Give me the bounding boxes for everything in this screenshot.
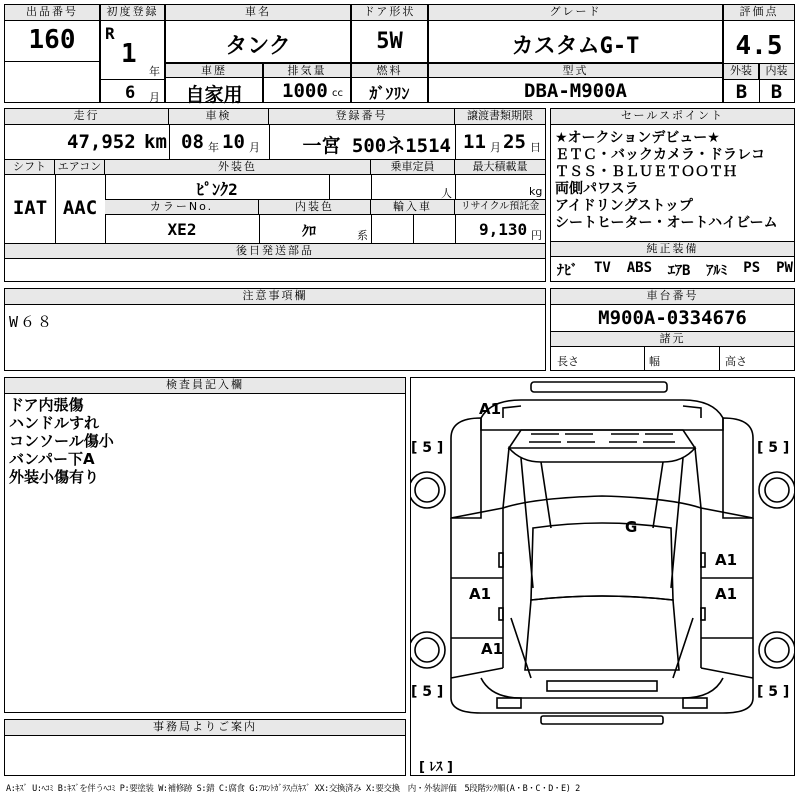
score-label: 評価点 <box>724 5 794 21</box>
fuel-value: ｶﾞｿﾘﾝ <box>369 84 410 103</box>
sales-point-item: ＴＳＳ・ＢＬＵＥＴＯＯＴＨ <box>555 164 737 180</box>
door-type-label: ドア形状 <box>352 5 427 21</box>
lot-number-box <box>4 4 100 103</box>
exterior-grade-label: 外装 <box>724 64 759 80</box>
fuel-label: 燃料 <box>352 64 427 78</box>
capacity-label: 乗車定員 <box>371 160 455 175</box>
sales-point-item: シートヒーター・オートハイビーム <box>555 215 778 231</box>
registration-month-value: 6 <box>125 83 136 103</box>
interior-grade-label: 内装 <box>759 64 794 80</box>
transfer-month-unit: 月 <box>490 141 501 154</box>
transfer-month-value: 11 <box>463 131 486 153</box>
equipment-item: ｱﾙﾐ <box>706 263 728 279</box>
history-label: 車歴 <box>166 64 262 78</box>
fuel-box <box>351 63 428 103</box>
interior-color-label: 内装色 <box>259 200 371 215</box>
inspection-month-unit: 月 <box>249 141 260 154</box>
inspector-note-line: ドア内張傷 <box>9 396 84 414</box>
score-box <box>723 4 795 103</box>
car-name-box <box>165 4 351 63</box>
equipment-item: ｴｱB <box>667 263 691 279</box>
km-unit: km <box>144 131 167 153</box>
sales-point-item: ★オークションデビュー★ <box>555 130 720 146</box>
tire-tread-front-right: [ 5 ] <box>757 440 790 456</box>
damage-mark: A1 <box>479 400 502 418</box>
model-label: 型式 <box>429 64 722 78</box>
transfer-deadline-label: 譲渡書類期限 <box>455 109 545 125</box>
damage-mark: G <box>625 518 638 536</box>
vehicle-details-section <box>4 108 546 282</box>
cc-unit: cc <box>332 88 343 99</box>
equipment-item: PS <box>743 260 761 276</box>
displacement-value: 1000 <box>282 80 328 102</box>
sales-point-item: アイドリングストップ <box>555 198 693 214</box>
office-info-box <box>4 719 406 776</box>
color-number-label: カラーNo. <box>105 200 259 215</box>
color-number-value: XE2 <box>167 220 197 239</box>
interior-grade-value: B <box>770 81 783 103</box>
history-box <box>165 63 263 106</box>
equipment-item: ﾅﾋﾞ <box>557 263 578 279</box>
notes-label: 注意事項欄 <box>5 289 545 305</box>
inspection-year-value: 08 <box>181 131 204 153</box>
grade-label: グレード <box>429 5 722 21</box>
chassis-number-value: M900A-0334676 <box>598 307 747 329</box>
month-unit: 月 <box>149 91 160 104</box>
exterior-color-value: ﾋﾟﾝｸ2 <box>196 180 238 199</box>
notes-box <box>4 288 546 371</box>
inspection-year-unit: 年 <box>208 141 219 154</box>
recycle-label: リサイクル預託金 <box>455 200 545 215</box>
sales-points-list <box>555 130 795 232</box>
transfer-day-unit: 日 <box>530 141 541 154</box>
registration-number-value: 一宮 500ネ1514 <box>302 135 451 157</box>
inspector-notes-list <box>9 396 114 486</box>
damage-mark: A1 <box>715 551 738 569</box>
history-value: 自家用 <box>185 84 243 106</box>
capacity-unit: 人 <box>441 187 452 200</box>
damage-mark: A1 <box>481 640 504 658</box>
equipment-item: TV <box>593 260 611 276</box>
legend-text: A:ｷｽﾞ U:ﾍｺﾐ B:ｷｽﾞを伴うﾍｺﾐ P:要塗装 W:補修跡 S:錆 C:腐食 G:ﾌﾛﾝﾄｶﾞﾗｽ点ｷｽﾞ XX:交換済み X:要交換 内・外装評価 5段階ﾗﾝｸ順(A・B・C・D・E) 2 <box>6 784 580 794</box>
spare-tire: [ ﾚｽ ] <box>419 760 453 775</box>
exterior-color-label: 外装色 <box>105 160 371 175</box>
shift-value: IAT <box>12 197 48 219</box>
length-label: 長さ <box>557 355 579 368</box>
sales-point-item: ＥＴＣ・バックカメラ・ドラレコ <box>555 147 765 163</box>
chassis-box <box>550 288 795 371</box>
office-info-label: 事務局よりご案内 <box>5 720 405 736</box>
equipment-item: ABS <box>626 260 653 276</box>
interior-color-unit: 系 <box>357 229 368 242</box>
import-label: 輸入車 <box>371 200 455 215</box>
car-name-label: 車名 <box>166 5 350 21</box>
later-parts-label: 後日発送部品 <box>5 244 545 259</box>
score-value: 4.5 <box>735 31 783 61</box>
chassis-number-label: 車台番号 <box>551 289 794 305</box>
car-diagram <box>411 378 794 775</box>
interior-color-value: ｸﾛ <box>302 224 316 240</box>
door-type-box <box>351 4 428 63</box>
inspection-month-value: 10 <box>222 131 245 153</box>
model-box <box>428 63 723 103</box>
first-registration-label: 初度登録 <box>101 5 164 21</box>
first-registration-box <box>100 4 165 103</box>
width-label: 幅 <box>649 355 660 368</box>
era-value: R <box>105 24 115 43</box>
notes-value: W６８ <box>9 313 55 331</box>
damage-mark: A1 <box>469 585 492 603</box>
grade-value: カスタムG-T <box>511 34 640 59</box>
inspector-note-line: コンソール傷小 <box>9 432 114 450</box>
inspector-note-line: ハンドルすれ <box>9 414 100 432</box>
lot-number-label: 出品番号 <box>5 5 99 21</box>
displacement-label: 排気量 <box>264 64 350 78</box>
grade-box <box>428 4 723 63</box>
lot-number-value: 160 <box>28 25 76 55</box>
equipment-label: 純正装備 <box>551 242 794 257</box>
inspector-notes-box <box>4 377 406 713</box>
car-name-value: タンク <box>225 34 291 59</box>
sales-point-item: 両側パワスラ <box>555 181 639 197</box>
registration-number-label: 登録番号 <box>269 109 455 125</box>
transfer-day-value: 25 <box>503 131 526 153</box>
mileage-label: 走行 <box>5 109 169 125</box>
recycle-unit: 円 <box>531 229 542 242</box>
door-type-value: 5W <box>376 29 403 54</box>
damage-mark: A1 <box>715 585 738 603</box>
inspector-note-line: 外装小傷有り <box>9 468 100 486</box>
registration-year-value: 1 <box>121 39 137 69</box>
inspector-note-line: バンパー下A <box>9 450 95 468</box>
damage-diagram-box <box>410 377 795 776</box>
aircon-value: AAC <box>62 197 98 219</box>
equipment-item: PW <box>776 260 793 276</box>
inspector-notes-label: 検査員記入欄 <box>5 378 405 394</box>
inspection-label: 車検 <box>169 109 269 125</box>
recycle-value: 9,130 <box>479 220 528 239</box>
sales-points-label: セールスポイント <box>551 109 794 125</box>
specs-label: 諸元 <box>551 332 794 347</box>
tire-tread-rear-left: [ 5 ] <box>411 684 444 700</box>
equipment-list <box>557 260 793 280</box>
displacement-box <box>263 63 351 103</box>
model-value: DBA-M900A <box>524 80 627 102</box>
max-load-label: 最大積載量 <box>455 160 545 175</box>
sales-points-box <box>550 108 795 282</box>
exterior-grade-value: B <box>735 81 748 103</box>
mileage-value: 47,952 <box>67 131 136 153</box>
shift-label: シフト <box>5 160 55 175</box>
height-label: 高さ <box>725 355 747 368</box>
tire-tread-front-left: [ 5 ] <box>411 440 444 456</box>
aircon-label: エアコン <box>55 160 105 175</box>
year-unit: 年 <box>149 65 160 78</box>
tire-tread-rear-right: [ 5 ] <box>757 684 790 700</box>
max-load-unit: kg <box>529 185 543 198</box>
